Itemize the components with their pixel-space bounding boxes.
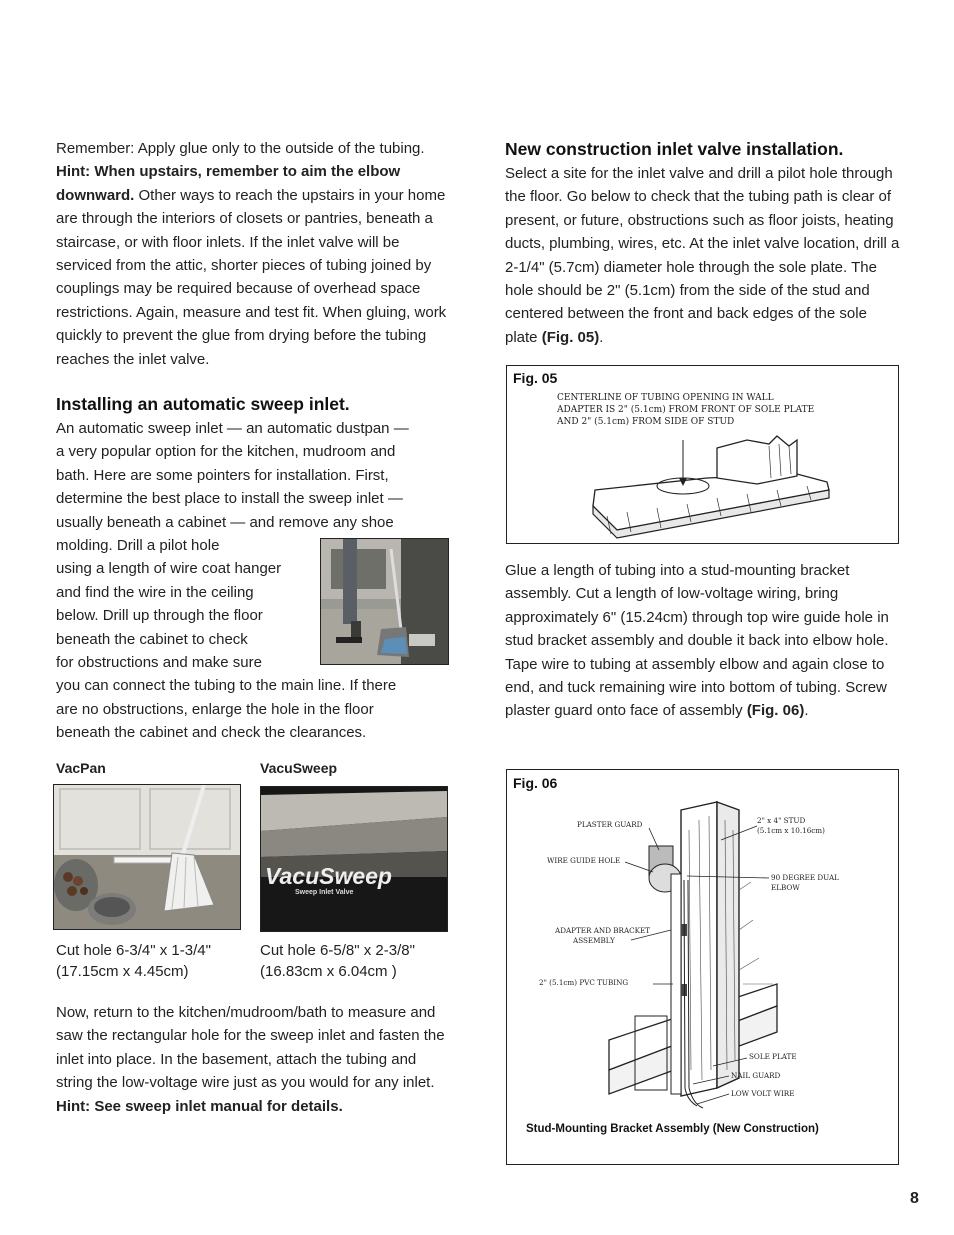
vacusweep-label: VacuSweep — [260, 760, 338, 776]
sweep-line: determine the best place to install the sweep inlet — — [56, 490, 403, 508]
callout-pvc: 2" (5.1cm) PVC TUBING — [539, 978, 629, 987]
fig06-diagram — [507, 770, 897, 1163]
sweep-line: bath. Here are some pointers for installation. First, — [56, 466, 389, 484]
sweep-line: you can connect the tubing to the main line. If there — [56, 677, 397, 695]
sweep-line: using a length of wire coat hanger — [56, 560, 282, 578]
sweep-line: below. Drill up through the floor — [56, 607, 263, 625]
vacusweep-caption-line: (16.83cm x 6.04cm ) — [260, 963, 397, 980]
fig05-note-line: AND 2" (5.1cm) FROM SIDE OF STUD — [557, 417, 735, 427]
sweep-line: beneath the cabinet and check the clearances. — [56, 724, 367, 742]
sweep-line: a very popular option for the kitchen, mudroom and — [56, 443, 396, 461]
sweep-line: for obstructions and make sure — [56, 654, 262, 672]
sweep-line: usually beneath a cabinet — and remove any shoe — [56, 513, 394, 531]
vacpan-photo — [53, 784, 241, 930]
closing-text: Now, return to the kitchen/mudroom/bath to measure and saw the rectangular hole for the sweep inlet and fasten the inlet into place. In the basement, attach the tubing and string the low-voltage wire just as you would for any inlet. — [56, 1004, 445, 1092]
fig06-reference: (Fig. 06) — [746, 702, 805, 720]
fig05-label: Fig. 05 — [513, 370, 558, 386]
intro-rest: Other ways to reach the upstairs in your home are through the interiors of closets or pantries, beneath a staircase, or with floor inlets. If the inlet valve will be serviced from the attic, shorter pieces of tubing joined by couplings may be required because of overhead space restrictions. Again, measure and test fit. When gluing, work quickly to prevent the glue from drying before the tubing reaches the inlet valve. — [56, 186, 447, 368]
intro-paragraph — [56, 137, 456, 371]
sweep-line: beneath the cabinet to check — [56, 630, 248, 648]
fig05-box — [506, 365, 899, 544]
bracket-paragraph — [505, 559, 903, 723]
vacpan-caption — [56, 940, 211, 982]
page-number: 8 — [910, 1190, 919, 1207]
vacpan-label: VacPan — [56, 760, 106, 776]
sweep-heading: Installing an automatic sweep inlet. — [56, 394, 350, 414]
new-construction-heading: New construction inlet valve installation. — [505, 139, 844, 159]
fig06-label: Fig. 06 — [513, 775, 558, 791]
callout-stud: 2" x 4" STUD — [757, 816, 806, 825]
sweep-line: molding. Drill a pilot hole — [56, 537, 220, 555]
vacusweep-logo: VacuSweep — [265, 863, 392, 889]
fig06-box — [506, 769, 899, 1165]
fig05-reference: (Fig. 05) — [541, 328, 600, 346]
callout-adapter: ASSEMBLY — [573, 936, 615, 945]
intro-line1: Remember: Apply glue only to the outside of the tubing. — [56, 140, 425, 157]
vacusweep-caption-line: Cut hole 6-5/8" x 2-3/8" — [260, 942, 415, 959]
callout-plaster-guard: PLASTER GUARD — [577, 820, 643, 829]
sweep-line: and find the wire in the ceiling — [56, 583, 254, 601]
ref-period: . — [804, 702, 809, 720]
callout-wire-guide: WIRE GUIDE HOLE — [547, 856, 621, 865]
fig05-note-line: ADAPTER IS 2" (5.1cm) FROM FRONT OF SOLE PLATE — [557, 405, 815, 415]
vacpan-caption-line: Cut hole 6-3/4" x 1-3/4" — [56, 942, 211, 959]
sweep-line: are no obstructions, enlarge the hole in the floor — [56, 700, 374, 718]
callout-adapter: ADAPTER AND BRACKET — [555, 926, 651, 935]
closing-hint: Hint: See sweep inlet manual for details. — [56, 1097, 343, 1115]
fig06-caption: Stud-Mounting Bracket Assembly (New Construction) — [526, 1123, 819, 1135]
intro-hint: Hint: When upstairs, remember to aim the elbow downward. — [56, 163, 401, 204]
callout-stud: (5.1cm x 10.16cm) — [757, 826, 825, 835]
callout-nail-guard: NAIL GUARD — [731, 1071, 781, 1080]
closing-paragraph — [56, 1001, 454, 1118]
new-construction-paragraph — [505, 162, 903, 349]
ref-period: . — [599, 328, 604, 346]
bracket-text: Glue a length of tubing into a stud-mounting bracket assembly. Cut a length of low-voltage wiring, bring approximately 6" (15.24cm) through top wire guide hole in stud bracket assembly and double it back into elbow hole. Tape wire to tubing at assembly elbow and again close to end, and tuck remaining wire into bottom of tubing. Screw plaster guard onto face of assembly — [505, 562, 889, 720]
vacpan-caption-line: (17.15cm x 4.45cm) — [56, 963, 189, 980]
sweep-inlet-photo — [320, 538, 449, 665]
fig05-note-line: CENTERLINE OF TUBING OPENING IN WALL — [557, 393, 774, 403]
fig05-diagram — [507, 366, 897, 542]
callout-sole-plate: SOLE PLATE — [749, 1052, 797, 1061]
sweep-line: An automatic sweep inlet — an automatic dustpan — — [56, 420, 409, 437]
callout-low-volt: LOW VOLT WIRE — [731, 1089, 795, 1098]
vacusweep-photo — [260, 786, 448, 932]
new-construction-text: Select a site for the inlet valve and drill a pilot hole through the floor. Go below to check that the tubing path is clear of present, or future, obstructions such as floor joists, heating ducts, plumbing, wires, etc. At the inlet valve location, drill a 2-1/4" (5.7cm) diameter hole through the sole plate. The hole should be 2" (5.1cm) from the side of the stud and centered between the front and back edges of the sole plate — [505, 165, 900, 346]
callout-elbow: 90 DEGREE DUAL — [771, 873, 839, 882]
vacusweep-logo-sub: Sweep Inlet Valve — [295, 889, 354, 896]
vacusweep-caption — [260, 940, 415, 982]
callout-elbow: ELBOW — [771, 883, 800, 892]
